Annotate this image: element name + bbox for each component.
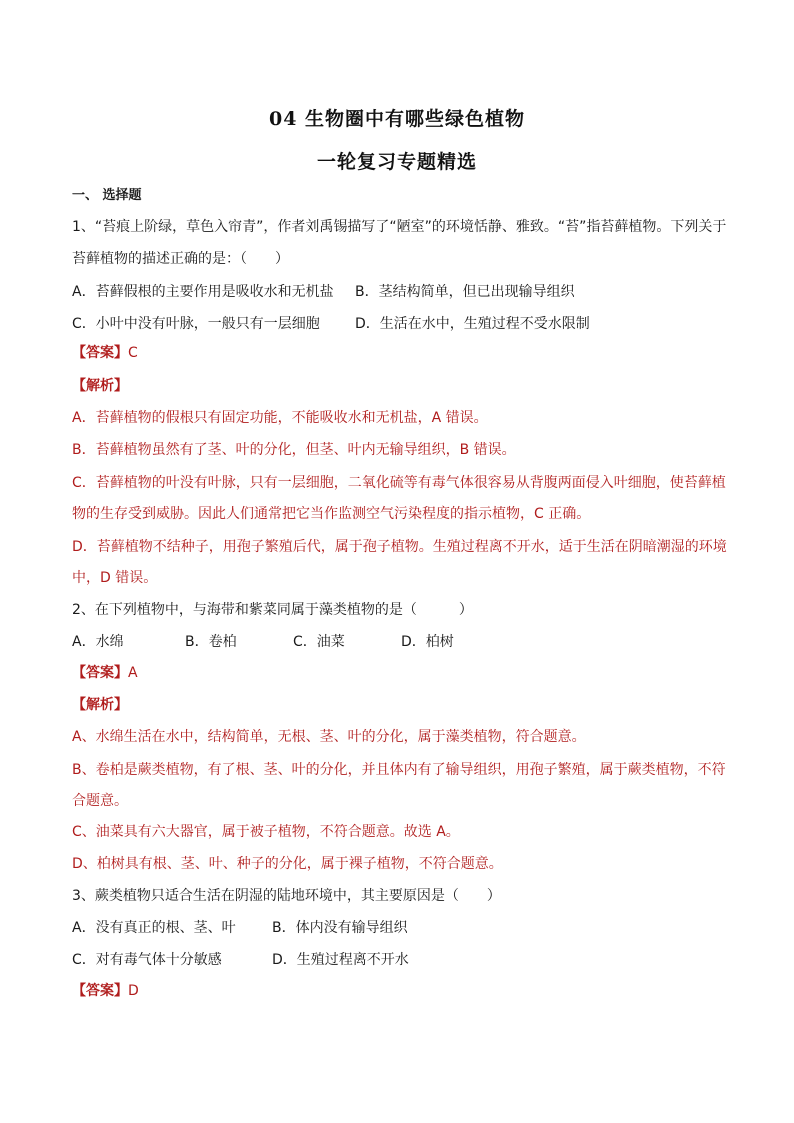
q1-answer bbox=[72, 343, 732, 363]
q1-option-a: A．苔藓假根的主要作用是吸收水和无机盐 bbox=[72, 284, 334, 300]
q1-option-c: C．小叶中没有叶脉，一般只有一层细胞 bbox=[72, 316, 320, 332]
answer-label: 【答案】 bbox=[72, 983, 128, 999]
q1-options-row-2 bbox=[72, 314, 732, 334]
q2-answer bbox=[72, 663, 732, 683]
answer-value: A bbox=[128, 665, 138, 681]
q3-option-b: B．体内没有输导组织 bbox=[272, 920, 408, 936]
q2-analysis-line: 合题意。 bbox=[72, 793, 128, 809]
q2-option-d: D．柏树 bbox=[401, 634, 454, 650]
q2-analysis-label: 【解析】 bbox=[72, 697, 128, 713]
q2-analysis-line: B、卷柏是蕨类植物，有了根、茎、叶的分化，并且体内有了输导组织，用孢子繁殖，属于蕨类植物，不符 bbox=[72, 762, 726, 778]
q1-analysis-line: 中，D 错误。 bbox=[72, 570, 158, 586]
q2-option-b: B．卷柏 bbox=[185, 634, 237, 650]
q1-option-d: D．生活在水中，生殖过程不受水限制 bbox=[355, 316, 590, 332]
q3-stem: 3、蕨类植物只适合生活在阴湿的陆地环境中，其主要原因是（ ） bbox=[72, 888, 501, 904]
q1-stem-line-1: 1、“苔痕上阶绿，草色入帘青”，作者刘禹锡描写了“陋室”的环境恬静、雅致。“苔”指苔藓植物。下列关于 bbox=[72, 219, 727, 235]
q1-analysis-label: 【解析】 bbox=[72, 378, 128, 394]
q1-option-b: B．茎结构简单，但已出现输导组织 bbox=[355, 284, 575, 300]
q2-options-row bbox=[72, 632, 732, 652]
q2-analysis-line: C、油菜具有六大器官，属于被子植物，不符合题意。故选 A。 bbox=[72, 824, 460, 840]
answer-label: 【答案】 bbox=[72, 665, 128, 681]
section-heading: 一、 选择题 bbox=[72, 188, 142, 203]
q3-option-a: A．没有真正的根、茎、叶 bbox=[72, 920, 236, 936]
q1-options-row-1 bbox=[72, 282, 732, 302]
q2-option-c: C．油菜 bbox=[293, 634, 345, 650]
q1-stem-line-2: 苔藓植物的描述正确的是：（ ） bbox=[72, 251, 289, 267]
q3-options-row-1 bbox=[72, 918, 732, 938]
q3-option-d: D．生殖过程离不开水 bbox=[272, 952, 409, 968]
answer-label: 【答案】 bbox=[72, 345, 128, 361]
q1-analysis-line: A．苔藓植物的假根只有固定功能，不能吸收水和无机盐，A 错误。 bbox=[72, 410, 488, 426]
answer-value: C bbox=[128, 345, 138, 361]
q2-analysis-line: D、柏树具有根、茎、叶、种子的分化，属于裸子植物，不符合题意。 bbox=[72, 856, 503, 872]
q3-option-c: C．对有毒气体十分敏感 bbox=[72, 952, 222, 968]
q1-analysis-line: 物的生存受到威胁。因此人们通常把它当作监测空气污染程度的指示植物，C 正确。 bbox=[72, 506, 591, 522]
q1-analysis-line: C．苔藓植物的叶没有叶脉，只有一层细胞，二氧化硫等有毒气体很容易从背腹两面侵入叶细胞，使苔藓植 bbox=[72, 475, 726, 491]
document-subtitle: 一轮复习专题精选 bbox=[316, 151, 477, 173]
q2-stem: 2、在下列植物中，与海带和紫菜同属于藻类植物的是（ ） bbox=[72, 602, 473, 618]
q3-options-row-2 bbox=[72, 950, 732, 970]
q1-analysis-line: D．苔藓植物不结种子，用孢子繁殖后代，属于孢子植物。生殖过程离不开水，适于生活在阴暗潮湿的环境 bbox=[72, 539, 727, 555]
document-title: 04 生物圈中有哪些绿色植物 bbox=[268, 108, 526, 130]
q1-analysis-line: B．苔藓植物虽然有了茎、叶的分化，但茎、叶内无输导组织，B 错误。 bbox=[72, 442, 516, 458]
q3-answer bbox=[72, 981, 732, 1001]
q2-analysis-line: A、水绵生活在水中，结构简单，无根、茎、叶的分化，属于藻类植物，符合题意。 bbox=[72, 729, 586, 745]
answer-value: D bbox=[128, 983, 139, 999]
q2-option-a: A．水绵 bbox=[72, 634, 124, 650]
